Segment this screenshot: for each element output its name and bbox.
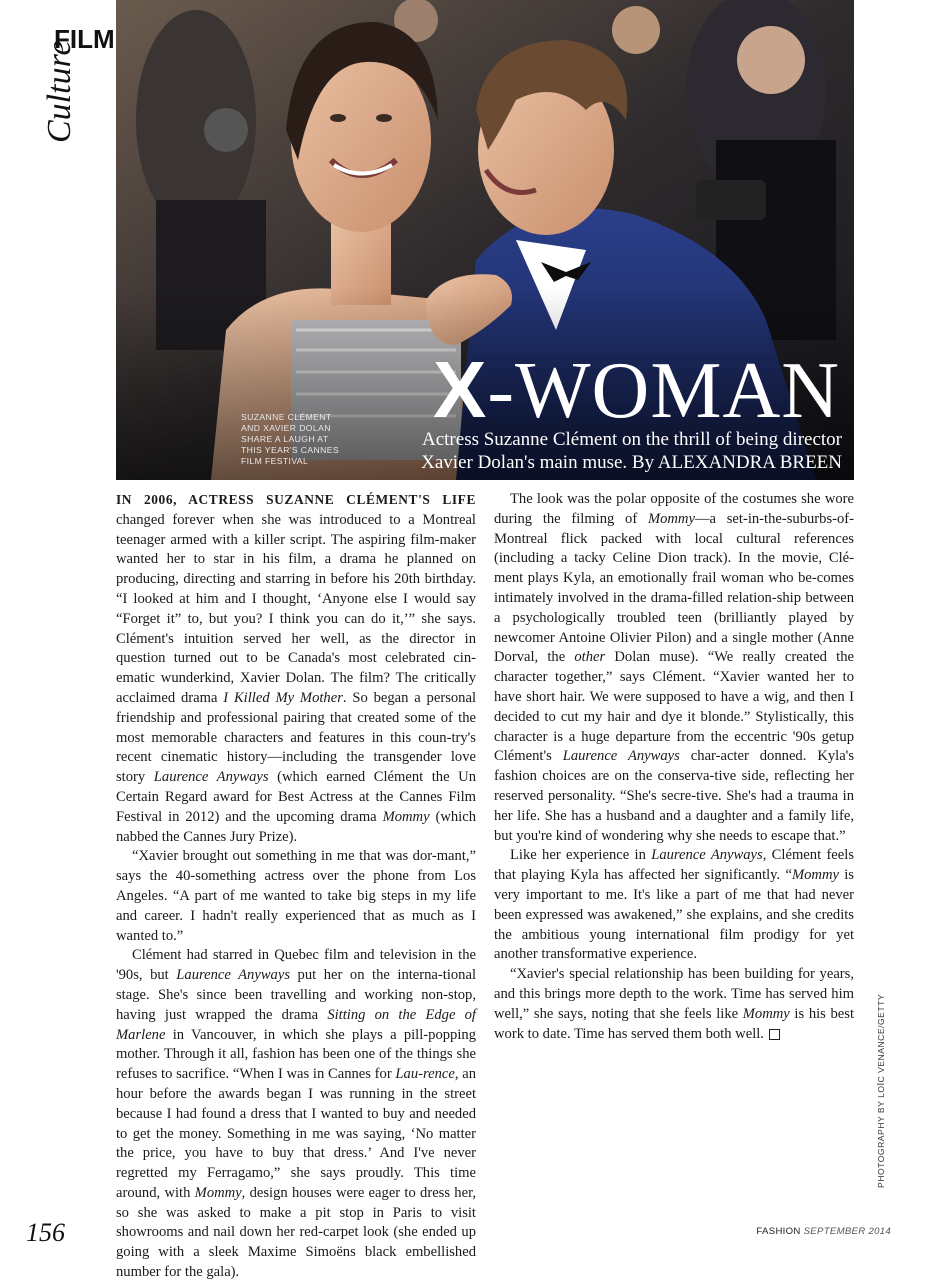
film-title: Sitting on the Edge of Marlene (116, 1006, 476, 1043)
deck-line-2: Xavier Dolan's main muse. By ALEXANDRA BREEN (421, 452, 842, 473)
issue-date: SEPTEMBER 2014 (803, 1226, 891, 1237)
text: Dolan muse). “We really created the character together,” says Clément. “Xavier wanted her to have short hair. We were supposed to have a wig, and then I decided to cut my hair and dye it blonde.” Stylistically, this character is a huge departure from the eccentric '90s getup Clément's (494, 649, 854, 765)
film-title: Laurence Anyways (651, 847, 763, 864)
caption-line: THIS YEAR'S CANNES (241, 445, 339, 455)
text: . So began a personal friendship and professional pairing that created some of the most memorable characters and features in this coun-try's recent cinematic history—including the transgender love story (116, 689, 477, 786)
text: , an hour before the awards began I was running in the street because I had found a dress that I wanted to buy and needed to get the money. Something in me was saying, ‘No matter the price, you have to buy that dress.’ And I've never regretted my Ferragamo,” she says proudly. This time around, with (116, 1066, 476, 1201)
headline (433, 345, 840, 435)
text: —a set-in-the-suburbs-of-Montreal flick packed with local cultural references (including a tacky Celine Dion track). In the movie, Clé-ment plays Kyla, an emotionally frail woman who be-comes intimately involved in the drama-filled relation-ship between a psychologically troubled teen (brilliantly played by newcomer Antoine Olivier Pilon) and a single mother (Anne Dorval, the (494, 510, 854, 666)
deck (282, 428, 842, 474)
film-title: Mommy (382, 808, 430, 825)
text: , design houses were eager to dress her, so she was asked to make a pit stop in Paris to visit showrooms and nail down her red-carpet look (she ended up going with a sleek Maxime Simoëns black embellished number for the gala). (116, 1184, 476, 1281)
text: Like her experience in (510, 847, 652, 864)
text: in Vancouver, in which she plays a pill-popping mother. Through it all, fashion has been one of the things she refuses to sacrifice. “When I was in Cannes for (116, 1026, 476, 1083)
lead-in: IN 2006, ACTRESS SUZANNE CLÉMENT'S LIFE (116, 492, 476, 507)
article-column-1 (116, 490, 476, 1283)
text: is very important to me. It's like a part of me that had never been expressed was awakened,” she explains, and she credits the ambitious young international film prodigy for yet another transformative experience. (494, 867, 854, 963)
text: (which earned Clément the Un Certain Regard award for Best Actress at the Cannes Film Festival in 2012) and the upcoming drama (116, 769, 477, 825)
text: char-acter donned. Kyla's fashion choices are on the conserva-tive side, reflecting her reserved personality. “She's secre-tive. She's had a trauma in her life. She has a husband and a daughter and a family life, but you're kind of wondering why she needs to escape that.” (494, 748, 854, 844)
headline-rest: -WOMAN (487, 347, 840, 435)
section-culture: Culture (41, 40, 78, 143)
article-column-2 (494, 490, 854, 1044)
film-title: Laurence Anyways (176, 967, 291, 984)
caption-line: SHARE A LAUGH AT (241, 434, 329, 444)
headline-x: X (433, 345, 488, 434)
text: , Clément feels that playing Kyla has affected her significantly. “ (494, 847, 854, 884)
section-tag (22, 22, 122, 142)
text: (which nabbed the Cannes Jury Prize). (116, 808, 476, 845)
magazine-name: FASHION (756, 1226, 801, 1237)
film-title: I Killed My Mother (223, 689, 343, 706)
page-number: 156 (26, 1218, 65, 1247)
film-title: Mommy (647, 510, 695, 527)
film-title: Mommy (791, 867, 839, 884)
film-title: Laurence Anyways (562, 748, 680, 765)
section-film: FILM (54, 24, 115, 54)
text: changed forever when she was introduced to a Montreal teenager armed with a killer script. The aspiring film-maker wanted her to star in his film, a drama he planned on producing, directing and starring in before his 20th birthday. “I looked at him and I thought, ‘Anyone else I would say “Forget it” to, but you? I think you can do it,’” she says. Clément's intuition served her well, as the director in question turned out to be Canada's most celebrated cin-ematic wunderkind, Xavier Dolan. The film? The critically acclaimed drama (116, 511, 476, 706)
text: “Xavier's special relationship has been building for years, and this brings more depth to the work. Time has served him well,” she says, noting that she feels like (494, 966, 854, 1022)
film-title: Laurence Anyways (153, 769, 269, 786)
caption-line: AND XAVIER DOLAN (241, 423, 331, 433)
end-mark-icon (769, 1029, 780, 1040)
caption-line: FILM FESTIVAL (241, 456, 309, 466)
deck-line-1: Actress Suzanne Clément on the thrill of being director (422, 429, 842, 450)
article-paragraph (116, 490, 476, 847)
emphasis: other (574, 649, 606, 666)
text: The look was the polar opposite of the costumes she wore during the filming of (494, 491, 854, 527)
hero-photo (116, 0, 854, 480)
footer (756, 1226, 891, 1237)
film-title: Mommy (742, 1005, 790, 1022)
article-paragraph (494, 965, 854, 1044)
text: is his best work to date. Time has served them both well. (494, 1005, 855, 1042)
film-title: Mommy (194, 1184, 242, 1201)
article-paragraph (494, 846, 854, 965)
film-title: Lau-rence (395, 1066, 455, 1083)
article-paragraph: “Xavier brought out something in me that was dor-mant,” says the 40-something actress over the phone from Los Angeles. “A part of me wanted to take big steps in my life and career. I hadn't really experienced that as much as I wanted to.” (116, 848, 476, 944)
text: put her on the interna-tional stage. She's since been travelling and working non-stop, having just wrapped the drama (116, 967, 477, 1023)
photo-credit: PHOTOGRAPHY BY LOÏC VENANCE/GETTY (876, 993, 886, 1188)
text: Clément had starred in Quebec film and television in the '90s, but (116, 947, 476, 984)
caption-line: SUZANNE CLÉMENT (241, 412, 332, 422)
article-paragraph (116, 946, 476, 1283)
article-paragraph (494, 490, 854, 846)
